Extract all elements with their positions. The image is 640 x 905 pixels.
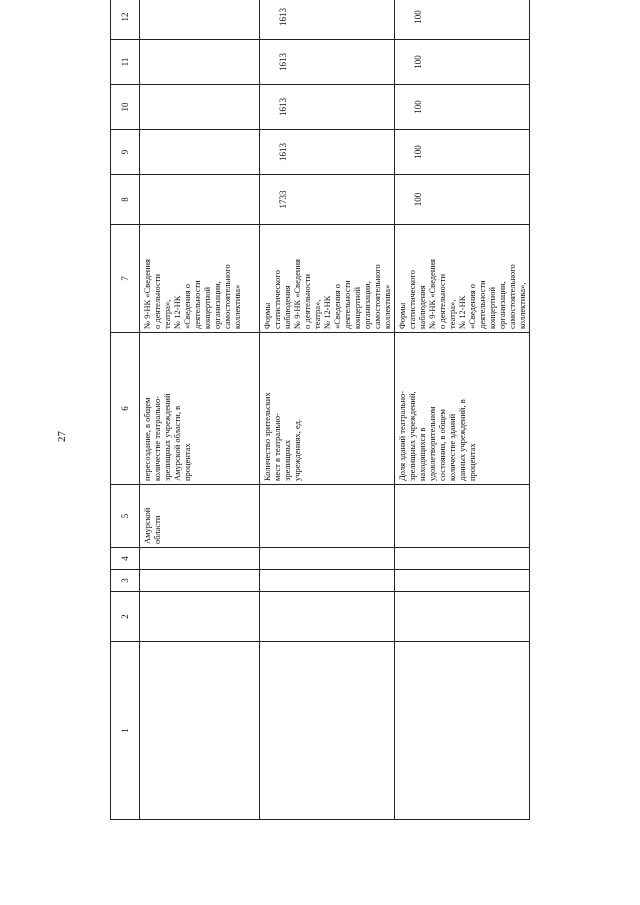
source-text: № 9-НК «Сведения о деятельности театра», № 12-НК «Сведения о деятельности концертной организации, самостоятельного коллектива» [142, 259, 243, 329]
table-cell [140, 570, 260, 592]
value-text: 100 [413, 100, 424, 114]
table-cell [260, 548, 395, 570]
source-text: Формы статистического наблюдения № 9-НК «Сведения о деятельности театра», № 12-НК «Сведения о деятельности концертной организации, самостоятельного коллектива», [397, 259, 528, 329]
column-header: 8 [111, 175, 140, 225]
column-header: 2 [111, 592, 140, 642]
table-cell [140, 592, 260, 642]
table-cell [140, 548, 260, 570]
indicators-table [110, 0, 530, 820]
table-cell [395, 548, 530, 570]
column-header: 9 [111, 130, 140, 175]
column-header: 10 [111, 85, 140, 130]
value-text: 100 [413, 145, 424, 159]
source-cell [395, 225, 530, 333]
table-cell [395, 570, 530, 592]
value-text: 100 [413, 55, 424, 69]
table-cell [260, 570, 395, 592]
value-cell [140, 0, 260, 40]
value-cell [260, 130, 395, 175]
region-cell [140, 485, 260, 548]
value-cell [260, 175, 395, 225]
value-cell [395, 130, 530, 175]
region-text: Амурской области [142, 507, 163, 544]
value-cell [395, 85, 530, 130]
indicator-text: Доля зданий театрально- зрелищных учреждений, находящихся в удовлетворительном состоянии, в общем количестве зданий данных учреждений, в процентах [397, 390, 478, 481]
column-header: 4 [111, 548, 140, 570]
table-row [260, 0, 395, 820]
column-header: 1 [111, 642, 140, 820]
header-row [111, 0, 140, 820]
table-cell [140, 642, 260, 820]
value-text: 1613 [278, 143, 288, 161]
value-cell [260, 40, 395, 85]
indicator-text: Количество зрительских мест в театрально- зрелищных учреждениях, ед. [262, 392, 303, 481]
table-row [140, 0, 260, 820]
column-header: 12 [111, 0, 140, 40]
value-cell [260, 0, 395, 40]
page-number: 27 [56, 431, 68, 442]
value-text: 1613 [278, 8, 288, 26]
column-header: 7 [111, 225, 140, 333]
table-cell [395, 642, 530, 820]
column-header: 6 [111, 333, 140, 485]
rotated-table-container [110, 0, 528, 820]
indicator-text: пересоздание, в общем количестве театрально- зрелищных учреждений Амурской области, в процентах [142, 393, 193, 481]
column-header: 5 [111, 485, 140, 548]
value-text: 1613 [278, 98, 288, 116]
table-cell [260, 592, 395, 642]
region-cell [260, 485, 395, 548]
table-cell [260, 642, 395, 820]
column-header: 11 [111, 40, 140, 85]
column-header: 3 [111, 570, 140, 592]
value-text: 1733 [278, 190, 288, 209]
indicator-cell [140, 333, 260, 485]
value-text: 100 [413, 10, 424, 24]
table-cell [395, 592, 530, 642]
region-cell [395, 485, 530, 548]
source-cell [140, 225, 260, 333]
source-cell [260, 225, 395, 333]
value-cell [140, 130, 260, 175]
value-text: 1613 [278, 53, 288, 71]
value-cell [260, 85, 395, 130]
value-cell [140, 175, 260, 225]
value-cell [395, 0, 530, 40]
indicator-cell [260, 333, 395, 485]
table-row [395, 0, 530, 820]
value-cell [395, 40, 530, 85]
value-cell [395, 175, 530, 225]
value-cell [140, 40, 260, 85]
source-text: Формы статистического наблюдения № 9-НК «Сведения о деятельности театра», № 12-НК «Сведения о деятельности концертной организации, самостоятельного коллектива» [262, 259, 393, 329]
value-cell [140, 85, 260, 130]
value-text: 100 [413, 192, 424, 207]
indicator-cell [395, 333, 530, 485]
